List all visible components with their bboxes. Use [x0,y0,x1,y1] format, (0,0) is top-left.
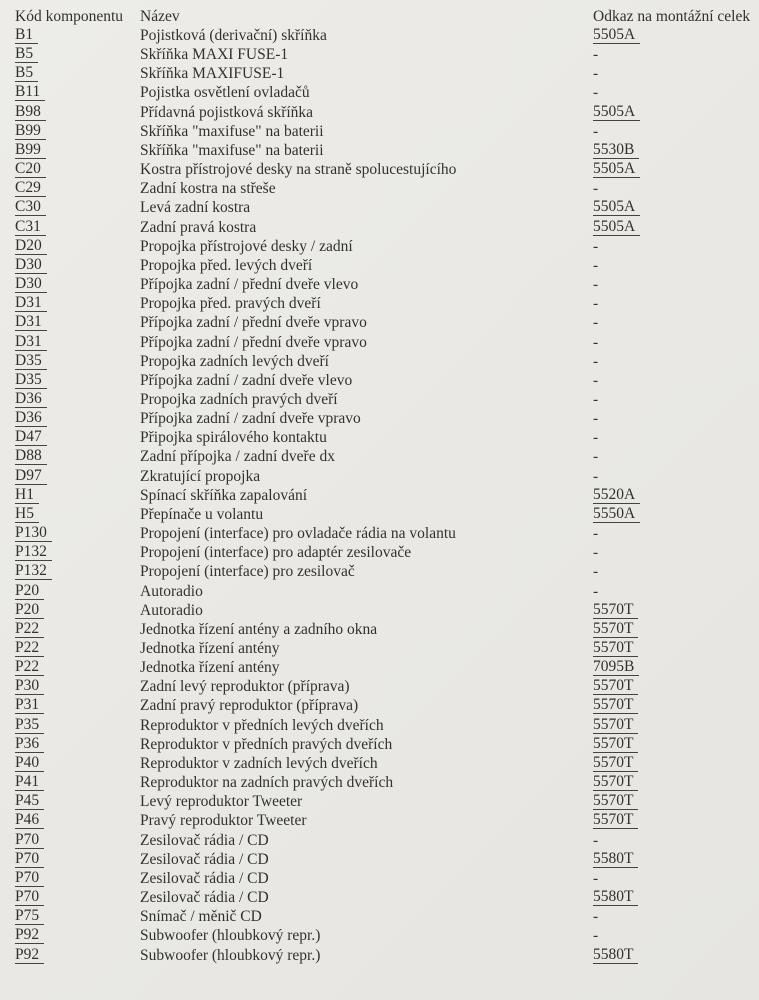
component-name: Spínací skříňka zapalování [140,486,308,504]
component-code: H5 [15,505,39,523]
table-row [0,390,759,409]
assembly-ref: - [593,410,599,428]
component-code: P70 [15,888,44,906]
assembly-ref: 5530B [593,141,639,159]
component-code: P92 [15,946,44,964]
component-code: D31 [15,333,47,351]
component-code: P30 [15,677,44,695]
table-row [0,524,759,543]
table-row [0,333,759,352]
table-row [0,926,759,945]
component-name: Propojka před. pravých dveří [140,295,321,313]
component-name: Zadní přípojka / zadní dveře dx [140,448,335,466]
table-row [0,45,759,64]
table-row [0,486,759,505]
component-code: C30 [15,198,46,216]
component-code: D30 [15,256,47,274]
component-name: Zkratující propojka [140,467,261,485]
component-name: Přípojka zadní / zadní dveře vlevo [140,371,353,389]
assembly-ref: - [593,84,599,102]
component-code: P92 [15,926,44,944]
component-code: P22 [15,658,44,676]
component-name: Reproduktor v předních levých dveřích [140,716,384,734]
component-code: C29 [15,179,46,197]
table-row [0,831,759,850]
table-row [0,620,759,639]
component-name: Pravý reproduktor Tweeter [140,812,307,830]
assembly-ref: 5505A [593,198,640,216]
table-row [0,313,759,332]
table-row [0,735,759,754]
component-name: Propojení (interface) pro adaptér zesilovače [140,544,412,562]
table-row [0,888,759,907]
component-name: Propojka zadních pravých dveří [140,390,338,408]
assembly-ref: - [593,180,599,198]
table-row [0,601,759,620]
component-name: Kostra přístrojové desky na straně spolucestujícího [140,161,457,179]
component-code: D88 [15,447,47,465]
component-name: Subwoofer (hloubkový repr.) [140,927,321,945]
component-name: Skříňka "maxifuse" na baterii [140,122,324,140]
component-name: Reproduktor na zadních pravých dveřích [140,774,394,792]
component-name: Zesilovač rádia / CD [140,889,269,907]
component-code: D20 [15,237,47,255]
component-code: D36 [15,390,47,408]
assembly-ref: - [593,448,599,466]
component-name: Autoradio [140,582,203,600]
component-code: P130 [15,524,52,542]
component-code: D36 [15,409,47,427]
assembly-ref: 5580T [593,946,638,964]
component-code: B11 [15,83,45,101]
assembly-ref: 5520A [593,486,640,504]
table-row [0,543,759,562]
assembly-ref: 5505A [593,218,640,236]
table-row [0,218,759,237]
component-name: Propojení (interface) pro zesilovač [140,563,355,581]
assembly-ref: - [593,563,599,581]
component-name: Přípojka zadní / přední dveře vlevo [140,276,359,294]
component-name: Zadní pravá kostra [140,218,257,236]
assembly-ref: - [593,46,599,64]
assembly-ref: - [593,582,599,600]
component-name: Přípojka zadní / přední dveře vpravo [140,314,367,332]
assembly-ref: 5505A [593,160,640,178]
table-header [0,7,759,26]
component-code: P41 [15,773,44,791]
assembly-ref: 5570T [593,639,638,657]
table-row [0,850,759,869]
assembly-ref: 5570T [593,754,638,772]
table-row [0,696,759,715]
assembly-ref: 5570T [593,696,638,714]
component-code: C31 [15,218,46,236]
component-name: Subwoofer (hloubkový repr.) [140,946,321,964]
component-name: Propojka zadních levých dveří [140,352,329,370]
table-row [0,122,759,141]
component-code: P22 [15,620,44,638]
table-row [0,792,759,811]
component-code: P75 [15,907,44,925]
table-row [0,716,759,735]
table-row [0,869,759,888]
component-name: Propojení (interface) pro ovladače rádia na volantu [140,525,456,543]
assembly-ref: - [593,371,599,389]
component-code: B99 [15,141,46,159]
component-code: P132 [15,543,52,561]
component-name: Přepínače u volantu [140,505,264,523]
component-name: Reproduktor v zadních levých dveřích [140,754,378,772]
assembly-ref: 5570T [593,716,638,734]
assembly-ref: 5550A [593,505,640,523]
component-code: D31 [15,294,47,312]
assembly-ref: - [593,333,599,351]
component-name: Jednotka řízení antény [140,640,280,657]
assembly-ref: - [593,525,599,543]
component-code: B98 [15,103,46,121]
table-row [0,237,759,256]
component-name: Pojistková (derivační) skříňka [140,27,327,44]
component-code: D35 [15,352,47,370]
component-code: P70 [15,869,44,887]
assembly-ref: - [593,927,599,945]
assembly-ref: 5570T [593,792,638,810]
table-row [0,352,759,371]
component-code: B5 [15,45,38,63]
assembly-ref: - [593,256,599,274]
component-code: P35 [15,716,44,734]
component-name: Levý reproduktor Tweeter [140,793,303,811]
table-row [0,103,759,122]
table-row [0,371,759,390]
component-code: B1 [15,26,38,44]
component-name: Snímač / měnič CD [140,908,262,926]
component-name: Levá zadní kostra [140,199,251,217]
assembly-ref: 5580T [593,850,638,868]
assembly-ref: - [593,65,599,83]
component-name: Skříňka MAXIFUSE-1 [140,65,285,83]
assembly-ref: 5505A [593,103,640,121]
table-row [0,179,759,198]
component-code: P70 [15,831,44,849]
component-name: Autoradio [140,601,203,619]
table-row [0,64,759,83]
component-name: Pojistka osvětlení ovladačů [140,84,310,102]
component-code: D47 [15,428,47,446]
component-name: Přípojka zadní / zadní dveře vpravo [140,410,361,428]
table-row [0,773,759,792]
component-code: P20 [15,582,44,600]
assembly-ref: 5570T [593,620,638,638]
component-code: P22 [15,639,44,657]
component-name: Zadní levý reproduktor (příprava) [140,678,350,696]
component-code: P36 [15,735,44,753]
assembly-ref: - [593,429,599,447]
component-table-body [0,26,759,965]
table-row [0,26,759,45]
component-name: Jednotka řízení antény [140,659,280,677]
table-row [0,294,759,313]
component-code: D35 [15,371,47,389]
component-code: P70 [15,850,44,868]
assembly-ref: 5580T [593,888,638,906]
assembly-ref: 5570T [593,677,638,695]
assembly-ref: - [593,390,599,408]
table-row [0,754,759,773]
header-code-label: Kód komponentu [15,8,124,25]
assembly-ref: - [593,276,599,294]
component-code: P20 [15,601,44,619]
component-code: P46 [15,811,44,829]
component-name: Zesilovač rádia / CD [140,850,269,868]
table-row [0,907,759,926]
component-name: Zesilovač rádia / CD [140,869,269,887]
table-row [0,428,759,447]
component-name: Propojka před. levých dveří [140,256,313,274]
component-code: P132 [15,562,52,580]
component-code: B5 [15,64,38,82]
header-ref-label: Odkaz na montážní celek [593,8,751,25]
assembly-ref: 5570T [593,601,638,619]
assembly-ref: 5570T [593,773,638,791]
component-code: D30 [15,275,47,293]
table-row [0,198,759,217]
assembly-ref: 5570T [593,735,638,753]
assembly-ref: - [593,122,599,140]
component-code: C20 [15,160,46,178]
assembly-ref: - [593,237,599,255]
assembly-ref: - [593,467,599,485]
component-code: P31 [15,696,44,714]
table-row [0,409,759,428]
table-row [0,811,759,830]
component-name: Jednotka řízení antény a zadního okna [140,620,378,638]
assembly-ref: - [593,831,599,849]
assembly-ref: 5505A [593,26,640,44]
table-row [0,447,759,466]
component-name: Zadní pravý reproduktor (příprava) [140,697,359,715]
assembly-ref: 5570T [593,811,638,829]
table-row [0,467,759,486]
table-row [0,83,759,102]
table-row [0,141,759,160]
assembly-ref: - [593,544,599,562]
component-code: B99 [15,122,46,140]
component-code: H1 [15,486,39,504]
component-name: Skříňka MAXI FUSE-1 [140,46,289,64]
assembly-ref: 7095B [593,658,639,676]
table-row [0,658,759,677]
assembly-ref: - [593,314,599,332]
table-row [0,160,759,179]
component-code: D97 [15,467,47,485]
assembly-ref: - [593,295,599,313]
assembly-ref: - [593,352,599,370]
component-code: P45 [15,792,44,810]
table-row [0,256,759,275]
table-row [0,677,759,696]
component-name: Přípojka zadní / přední dveře vpravo [140,333,367,351]
header-name-label: Název [140,8,180,25]
table-row [0,582,759,601]
table-row [0,505,759,524]
component-name: Skříňka "maxifuse" na baterii [140,141,324,159]
component-name: Zesilovač rádia / CD [140,831,269,849]
table-row [0,946,759,965]
component-name: Propojka přístrojové desky / zadní [140,237,353,255]
component-name: Připojka spirálového kontaktu [140,429,327,447]
component-name: Zadní kostra na střeše [140,180,276,198]
component-code: P40 [15,754,44,772]
table-row [0,639,759,658]
component-name: Reproduktor v předních pravých dveřích [140,735,393,753]
table-row [0,275,759,294]
component-name: Přídavná pojistková skříňka [140,103,314,121]
assembly-ref: - [593,869,599,887]
assembly-ref: - [593,908,599,926]
table-row [0,562,759,581]
component-code: D31 [15,313,47,331]
